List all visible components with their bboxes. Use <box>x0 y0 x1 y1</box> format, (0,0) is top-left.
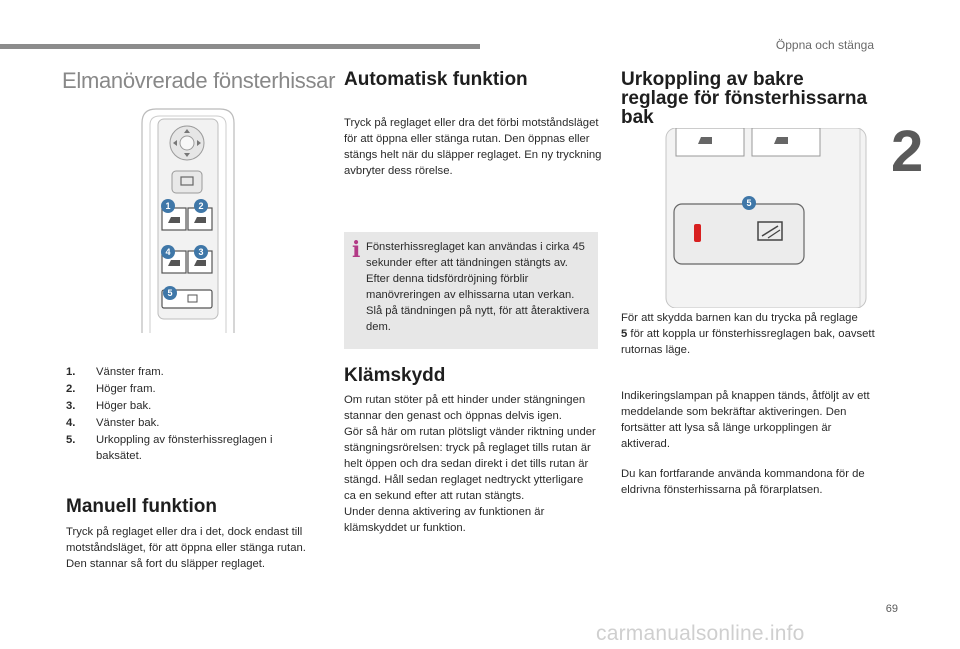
watermark: carmanualsonline.info <box>596 622 805 645</box>
badge-1: 1 <box>161 199 175 213</box>
list-item: 1. Vänster fram. <box>66 366 164 378</box>
pinch-text <box>344 392 596 536</box>
automatic-heading: Automatisk funktion <box>344 69 528 90</box>
badge-4: 4 <box>161 245 175 259</box>
switch-legend-list <box>66 364 306 465</box>
chapter-number: 2 <box>891 119 924 184</box>
manual-heading: Manuell funktion <box>66 496 217 517</box>
indicator-text: Indikeringslampan på knappen tänds, åtföljt av ett meddelande som bekräftar aktiveringen. Den fortsätter att lysa så länge urkopplingen är aktiverad. <box>621 390 870 450</box>
info-text: Fönsterhissreglaget kan användas i cirka 45 sekunder efter att tändningen stängts av. Efter denna tidsfördröjning förblir manövreringen av elhissarna utan verkan. Slå på tändningen på nytt, för att återaktivera dem. <box>366 241 590 333</box>
rear-heading: Urkoppling av bakre reglage för fönsterhissarna bak <box>621 69 868 128</box>
list-item: 3. Höger bak. <box>66 400 152 412</box>
section-title: Öppna och stänga <box>775 38 874 52</box>
list-item: 4. Vänster bak. <box>66 417 160 429</box>
automatic-text: Tryck på reglaget eller dra det förbi motståndsläget för att öppna eller stänga rutan. Den öppnas eller stängs helt när du släpper reglaget. En ny tryckning avbryter dess rörelse. <box>344 117 602 177</box>
pinch-paragraph-3: Under denna aktivering av funktionen är klämskyddet ur funktion. <box>344 506 545 534</box>
page-number: 69 <box>885 603 898 615</box>
rear-switch-illustration <box>660 128 872 308</box>
door-switch-illustration <box>138 105 238 333</box>
header-bar <box>0 44 480 49</box>
page-title: Elmanövrerade fönsterhissar <box>62 68 336 93</box>
info-icon: i <box>352 237 361 263</box>
info-box <box>344 232 598 349</box>
list-item: 5. Urkoppling av fönsterhissreglagen i baksätet. <box>66 434 273 462</box>
badge-2: 2 <box>194 199 208 213</box>
badge-5: 5 <box>163 286 177 300</box>
list-item: 2. Höger fram. <box>66 383 156 395</box>
badge-3: 3 <box>194 245 208 259</box>
badge-5-rear: 5 <box>742 196 756 210</box>
pinch-paragraph-1: Om rutan stöter på ett hinder under stängningen stannar den genast och öppnas delvis igen. <box>344 394 586 422</box>
pinch-paragraph-2: Gör så här om rutan plötsligt vänder riktning under stängningsrörelsen: tryck på reglaget tills rutan är helt öppen och dra sedan direkt i det tills rutan är stängd. Håll sedan reglaget nedtryckt ytterligare ca en sekund efter att rutan stängts. <box>344 426 596 502</box>
rear-text: För att skydda barnen kan du trycka på reglage 5 för att koppla ur fönsterhissreglagen bak, oavsett rutornas läge. <box>621 312 875 356</box>
manual-text: Tryck på reglaget eller dra i det, dock endast till motståndsläget, för att öppna eller stänga rutan. Den stannar så fort du släpper reglaget. <box>66 526 306 570</box>
pinch-heading: Klämskydd <box>344 365 446 386</box>
driver-text: Du kan fortfarande använda kommandona för de eldrivna fönsterhissarna på förarplatsen. <box>621 468 865 496</box>
